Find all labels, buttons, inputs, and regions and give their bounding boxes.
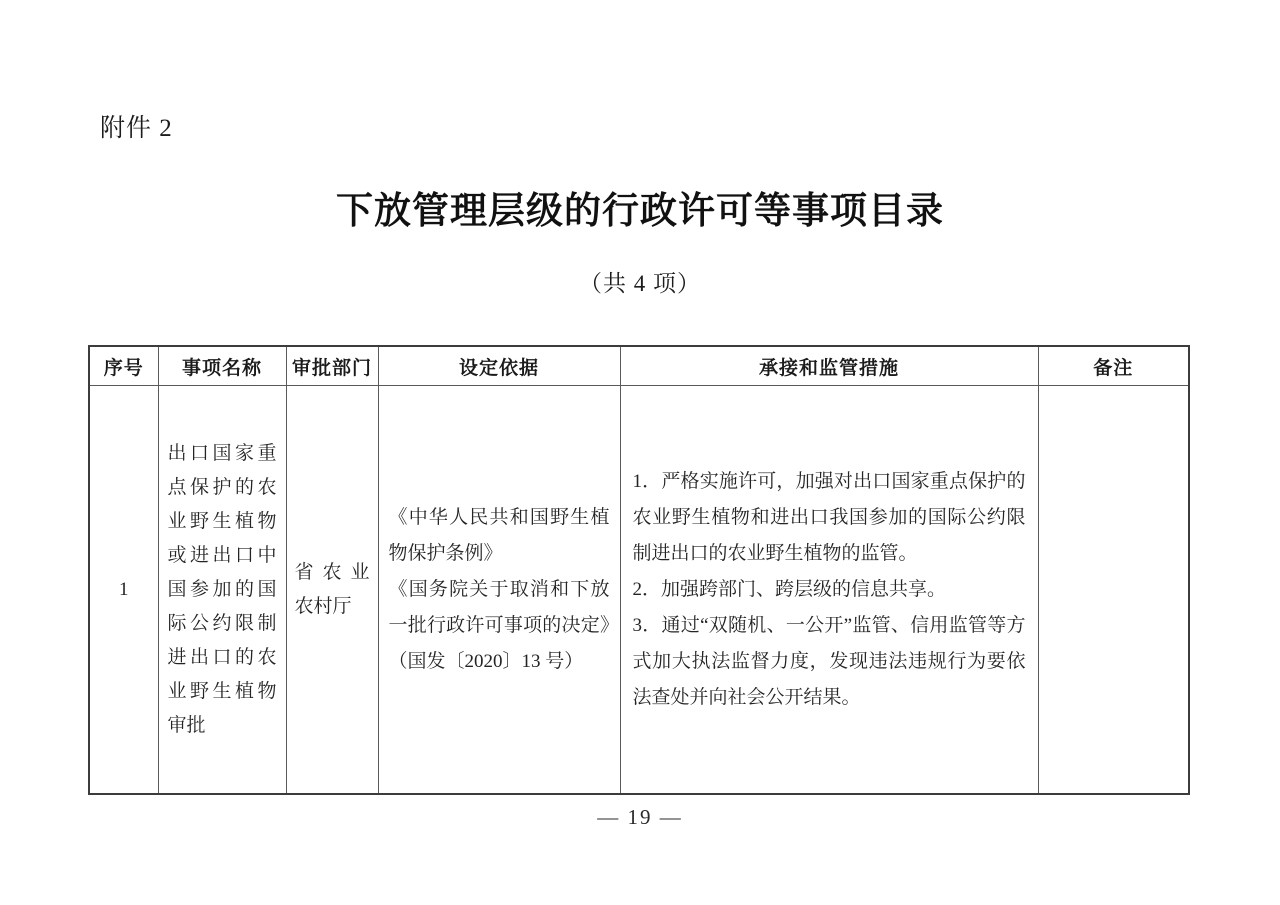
- header-remarks: 备注: [1038, 346, 1189, 386]
- legal-basis-cell: [378, 386, 620, 795]
- header-item-name: 事项名称: [158, 346, 286, 386]
- remarks-cell: [1038, 386, 1189, 795]
- header-supervision-measures: 承接和监管措施: [620, 346, 1038, 386]
- attachment-label: 附件 2: [100, 115, 173, 142]
- page-number: — 19 —: [597, 805, 683, 829]
- supervision-measure-item: 1．严格实施许可，加强对出口国家重点保护的农业野生植物和进出口我国参加的国际公约限制进出口的农业野生植物的监管。: [632, 470, 1026, 564]
- header-approval-department: 审批部门: [286, 346, 378, 386]
- document-subtitle: （共 4 项）: [579, 271, 701, 296]
- table-row: [89, 386, 1189, 795]
- header-index: 序号: [89, 346, 158, 386]
- row-index-cell: 1: [89, 386, 158, 795]
- supervision-measure-item: 2．加强跨部门、跨层级的信息共享。: [632, 578, 947, 600]
- approval-department-cell: 省农业农村厅: [286, 386, 378, 795]
- item-name-cell: 出口国家重点保护的农业野生植物或进出口中国参加的国际公约限制进出口的农业野生植物审批: [158, 386, 286, 795]
- document-title: 下放管理层级的行政许可等事项目录: [336, 190, 944, 231]
- catalog-table: [88, 345, 1190, 795]
- table-header-row: [89, 346, 1189, 386]
- legal-basis-item: 《国务院关于取消和下放一批行政许可事项的决定》（国发〔2020〕13 号）: [388, 578, 610, 672]
- supervision-measure-item: 3．通过“双随机、一公开”监管、信用监管等方式加大执法监督力度，发现违法违规行为要依法查处并向社会公开结果。: [632, 614, 1026, 708]
- header-legal-basis: 设定依据: [378, 346, 620, 386]
- legal-basis-item: 《中华人民共和国野生植物保护条例》: [388, 506, 610, 564]
- supervision-measures-cell: [620, 386, 1038, 795]
